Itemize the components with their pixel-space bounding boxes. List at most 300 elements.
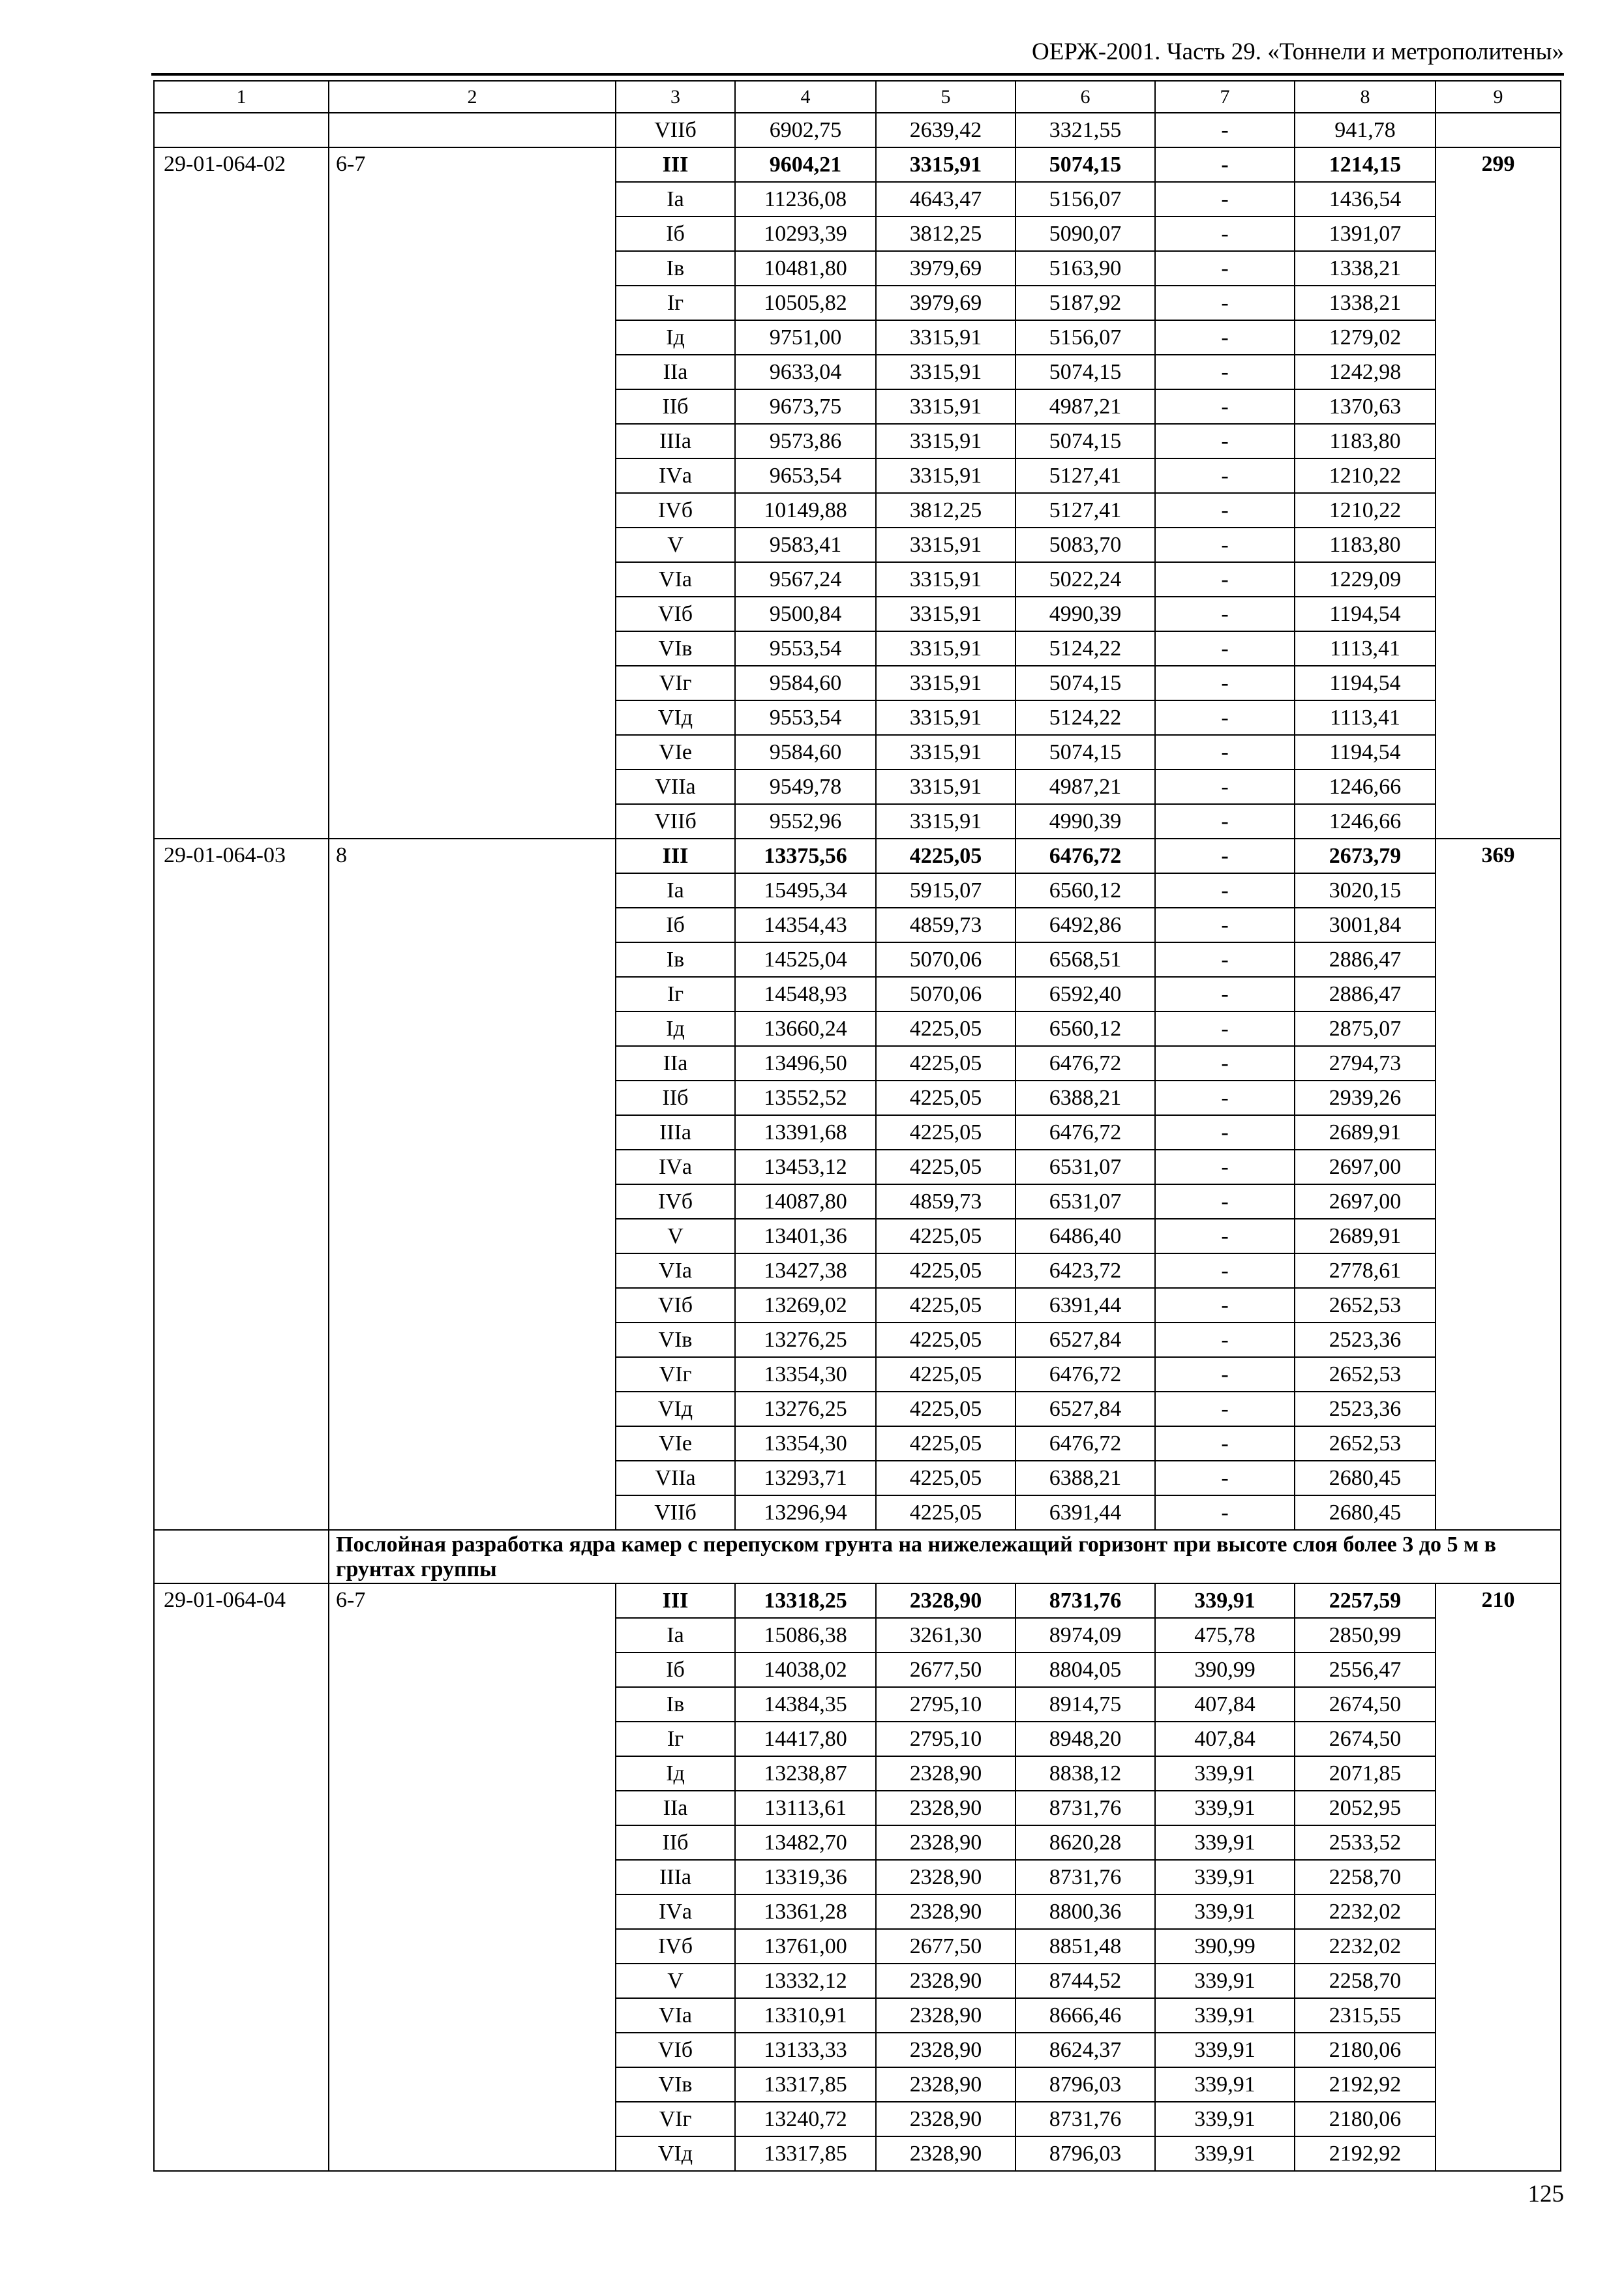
driver-wage-cell: - xyxy=(1155,320,1295,355)
material-cost-cell: 1279,02 xyxy=(1295,320,1436,355)
driver-wage-cell: 339,91 xyxy=(1155,1964,1295,1998)
wage-cost-cell: 4225,05 xyxy=(876,1288,1015,1323)
total-cost-cell: 13317,85 xyxy=(735,2067,876,2102)
material-cost-cell: 941,78 xyxy=(1295,113,1436,147)
machine-cost-cell: 6560,12 xyxy=(1015,1011,1155,1046)
machine-cost-cell: 5124,22 xyxy=(1015,700,1155,735)
machine-cost-cell: 8620,28 xyxy=(1015,1825,1155,1860)
wage-cost-cell: 2328,90 xyxy=(876,1583,1015,1618)
total-cost-cell: 9584,60 xyxy=(735,735,876,770)
driver-wage-cell: - xyxy=(1155,977,1295,1011)
driver-wage-cell: - xyxy=(1155,1357,1295,1392)
column-number: 5 xyxy=(876,81,1015,113)
machine-cost-cell: 6560,12 xyxy=(1015,873,1155,908)
total-cost-cell: 9573,86 xyxy=(735,424,876,458)
column-number: 8 xyxy=(1295,81,1436,113)
total-cost-cell: 9673,75 xyxy=(735,389,876,424)
machine-cost-cell: 3321,55 xyxy=(1015,113,1155,147)
total-cost-cell: 13269,02 xyxy=(735,1288,876,1323)
soil-category-cell: IIа xyxy=(616,1791,735,1825)
wage-cost-cell: 3979,69 xyxy=(876,251,1015,286)
soil-category-cell: Iб xyxy=(616,908,735,942)
driver-wage-cell: - xyxy=(1155,1288,1295,1323)
total-cost-cell: 15086,38 xyxy=(735,1618,876,1653)
total-cost-cell: 9633,04 xyxy=(735,355,876,389)
soil-category-cell: VIа xyxy=(616,1253,735,1288)
soil-category-cell: VIд xyxy=(616,2136,735,2171)
machine-cost-cell: 5127,41 xyxy=(1015,458,1155,493)
soil-category-cell: Iб xyxy=(616,1653,735,1687)
driver-wage-cell: 339,91 xyxy=(1155,1791,1295,1825)
total-cost-cell: 13276,25 xyxy=(735,1323,876,1357)
wage-cost-cell: 4225,05 xyxy=(876,839,1015,873)
total-cost-cell: 10481,80 xyxy=(735,251,876,286)
machine-cost-cell: 6527,84 xyxy=(1015,1392,1155,1426)
material-cost-cell: 2523,36 xyxy=(1295,1323,1436,1357)
material-cost-cell: 1436,54 xyxy=(1295,182,1436,217)
machine-cost-cell: 5022,24 xyxy=(1015,562,1155,597)
driver-wage-cell: - xyxy=(1155,389,1295,424)
soil-category-cell: VIе xyxy=(616,735,735,770)
total-cost-cell: 13332,12 xyxy=(735,1964,876,1998)
driver-wage-cell: - xyxy=(1155,597,1295,631)
wage-cost-cell: 2795,10 xyxy=(876,1687,1015,1722)
total-cost-cell: 6902,75 xyxy=(735,113,876,147)
total-cost-cell: 13391,68 xyxy=(735,1115,876,1150)
driver-wage-cell: - xyxy=(1155,770,1295,804)
material-cost-cell: 1194,54 xyxy=(1295,735,1436,770)
machine-cost-cell: 5127,41 xyxy=(1015,493,1155,528)
material-cost-cell: 2850,99 xyxy=(1295,1618,1436,1653)
soil-category-cell: VIд xyxy=(616,700,735,735)
wage-cost-cell: 4225,05 xyxy=(876,1253,1015,1288)
machine-cost-cell: 8800,36 xyxy=(1015,1894,1155,1929)
column-number: 9 xyxy=(1436,81,1561,113)
section-title: Послойная разработка ядра камер с перепуском грунта на нижележащий горизонт при высоте слоя более 3 до 5 м в грунтах группы xyxy=(329,1530,1561,1583)
total-cost-cell: 9583,41 xyxy=(735,528,876,562)
total-cost-cell: 13238,87 xyxy=(735,1756,876,1791)
column-9-cell: 210 xyxy=(1436,1583,1561,2171)
norm-code-cell xyxy=(154,113,329,147)
wage-cost-cell: 2328,90 xyxy=(876,2067,1015,2102)
total-cost-cell: 10505,82 xyxy=(735,286,876,320)
driver-wage-cell: - xyxy=(1155,424,1295,458)
material-cost-cell: 2778,61 xyxy=(1295,1253,1436,1288)
wage-cost-cell: 2328,90 xyxy=(876,1894,1015,1929)
soil-category-cell: Iг xyxy=(616,977,735,1011)
wage-cost-cell: 3812,25 xyxy=(876,493,1015,528)
soil-category-cell: Iд xyxy=(616,1011,735,1046)
driver-wage-cell: 339,91 xyxy=(1155,2102,1295,2136)
material-cost-cell: 1246,66 xyxy=(1295,804,1436,839)
wage-cost-cell: 2328,90 xyxy=(876,1791,1015,1825)
total-cost-cell: 13354,30 xyxy=(735,1426,876,1461)
total-cost-cell: 15495,34 xyxy=(735,873,876,908)
soil-category-cell: VIIа xyxy=(616,770,735,804)
wage-cost-cell: 4643,47 xyxy=(876,182,1015,217)
soil-category-cell: IIIа xyxy=(616,1860,735,1894)
driver-wage-cell: 339,91 xyxy=(1155,2033,1295,2067)
total-cost-cell: 10293,39 xyxy=(735,217,876,251)
driver-wage-cell: - xyxy=(1155,1115,1295,1150)
driver-wage-cell: - xyxy=(1155,942,1295,977)
column-9-cell xyxy=(1436,113,1561,147)
material-cost-cell: 2680,45 xyxy=(1295,1495,1436,1530)
material-cost-cell: 1210,22 xyxy=(1295,493,1436,528)
wage-cost-cell: 3315,91 xyxy=(876,597,1015,631)
norm-code-cell: 29-01-064-03 xyxy=(154,839,329,1530)
soil-category-cell: IVа xyxy=(616,1150,735,1184)
soil-category-cell: VIг xyxy=(616,1357,735,1392)
soil-category-cell: IIб xyxy=(616,389,735,424)
total-cost-cell: 9553,54 xyxy=(735,631,876,666)
machine-cost-cell: 5163,90 xyxy=(1015,251,1155,286)
parameter-cell: 6-7 xyxy=(329,1583,616,2171)
driver-wage-cell: 339,91 xyxy=(1155,1756,1295,1791)
machine-cost-cell: 6476,72 xyxy=(1015,1115,1155,1150)
machine-cost-cell: 8731,76 xyxy=(1015,1860,1155,1894)
table-row xyxy=(154,113,1561,147)
wage-cost-cell: 4859,73 xyxy=(876,1184,1015,1219)
wage-cost-cell: 4225,05 xyxy=(876,1426,1015,1461)
machine-cost-cell: 8731,76 xyxy=(1015,1583,1155,1618)
wage-cost-cell: 4225,05 xyxy=(876,1495,1015,1530)
wage-cost-cell: 2639,42 xyxy=(876,113,1015,147)
material-cost-cell: 2232,02 xyxy=(1295,1929,1436,1964)
total-cost-cell: 14087,80 xyxy=(735,1184,876,1219)
page-number: 125 xyxy=(1527,2181,1564,2207)
driver-wage-cell: - xyxy=(1155,286,1295,320)
machine-cost-cell: 4990,39 xyxy=(1015,804,1155,839)
machine-cost-cell: 6476,72 xyxy=(1015,1046,1155,1081)
driver-wage-cell: - xyxy=(1155,735,1295,770)
wage-cost-cell: 3315,91 xyxy=(876,528,1015,562)
soil-category-cell: IVб xyxy=(616,1929,735,1964)
material-cost-cell: 1370,63 xyxy=(1295,389,1436,424)
material-cost-cell: 2192,92 xyxy=(1295,2067,1436,2102)
total-cost-cell: 13453,12 xyxy=(735,1150,876,1184)
wage-cost-cell: 3315,91 xyxy=(876,458,1015,493)
total-cost-cell: 13660,24 xyxy=(735,1011,876,1046)
driver-wage-cell: 339,91 xyxy=(1155,1825,1295,1860)
machine-cost-cell: 8838,12 xyxy=(1015,1756,1155,1791)
machine-cost-cell: 5074,15 xyxy=(1015,666,1155,700)
wage-cost-cell: 4225,05 xyxy=(876,1357,1015,1392)
driver-wage-cell: - xyxy=(1155,1150,1295,1184)
material-cost-cell: 2523,36 xyxy=(1295,1392,1436,1426)
soil-category-cell: VIа xyxy=(616,1998,735,2033)
machine-cost-cell: 6476,72 xyxy=(1015,1426,1155,1461)
total-cost-cell: 14525,04 xyxy=(735,942,876,977)
soil-category-cell: V xyxy=(616,1964,735,1998)
wage-cost-cell: 3315,91 xyxy=(876,700,1015,735)
driver-wage-cell: - xyxy=(1155,562,1295,597)
machine-cost-cell: 5090,07 xyxy=(1015,217,1155,251)
wage-cost-cell: 2795,10 xyxy=(876,1722,1015,1756)
norms-table xyxy=(153,80,1561,2172)
machine-cost-cell: 6476,72 xyxy=(1015,1357,1155,1392)
machine-cost-cell: 6486,40 xyxy=(1015,1219,1155,1253)
material-cost-cell: 2680,45 xyxy=(1295,1461,1436,1495)
soil-category-cell: Iа xyxy=(616,873,735,908)
machine-cost-cell: 6423,72 xyxy=(1015,1253,1155,1288)
wage-cost-cell: 2328,90 xyxy=(876,1825,1015,1860)
soil-category-cell: IIIа xyxy=(616,424,735,458)
total-cost-cell: 13319,36 xyxy=(735,1860,876,1894)
material-cost-cell: 3001,84 xyxy=(1295,908,1436,942)
soil-category-cell: V xyxy=(616,1219,735,1253)
material-cost-cell: 2180,06 xyxy=(1295,2102,1436,2136)
total-cost-cell: 9500,84 xyxy=(735,597,876,631)
driver-wage-cell: - xyxy=(1155,1426,1295,1461)
machine-cost-cell: 6388,21 xyxy=(1015,1081,1155,1115)
document-header-title: ОЕРЖ-2001. Часть 29. «Тоннели и метрополитены» xyxy=(1032,38,1564,65)
material-cost-cell: 2232,02 xyxy=(1295,1894,1436,1929)
material-cost-cell: 1338,21 xyxy=(1295,251,1436,286)
wage-cost-cell: 4225,05 xyxy=(876,1115,1015,1150)
driver-wage-cell: 339,91 xyxy=(1155,1583,1295,1618)
wage-cost-cell: 3315,91 xyxy=(876,389,1015,424)
machine-cost-cell: 4987,21 xyxy=(1015,389,1155,424)
material-cost-cell: 2674,50 xyxy=(1295,1722,1436,1756)
total-cost-cell: 10149,88 xyxy=(735,493,876,528)
total-cost-cell: 13361,28 xyxy=(735,1894,876,1929)
machine-cost-cell: 5074,15 xyxy=(1015,424,1155,458)
wage-cost-cell: 3315,91 xyxy=(876,735,1015,770)
material-cost-cell: 2689,91 xyxy=(1295,1219,1436,1253)
driver-wage-cell: - xyxy=(1155,1184,1295,1219)
machine-cost-cell: 4987,21 xyxy=(1015,770,1155,804)
machine-cost-cell: 5124,22 xyxy=(1015,631,1155,666)
driver-wage-cell: - xyxy=(1155,908,1295,942)
material-cost-cell: 2533,52 xyxy=(1295,1825,1436,1860)
driver-wage-cell: - xyxy=(1155,839,1295,873)
material-cost-cell: 1183,80 xyxy=(1295,528,1436,562)
table-row xyxy=(154,839,1561,873)
soil-category-cell: Iв xyxy=(616,1687,735,1722)
soil-category-cell: IIа xyxy=(616,355,735,389)
wage-cost-cell: 3315,91 xyxy=(876,631,1015,666)
material-cost-cell: 2652,53 xyxy=(1295,1426,1436,1461)
wage-cost-cell: 4225,05 xyxy=(876,1150,1015,1184)
total-cost-cell: 14354,43 xyxy=(735,908,876,942)
driver-wage-cell: 339,91 xyxy=(1155,1860,1295,1894)
wage-cost-cell: 4225,05 xyxy=(876,1323,1015,1357)
driver-wage-cell: - xyxy=(1155,147,1295,182)
material-cost-cell: 2257,59 xyxy=(1295,1583,1436,1618)
column-9-cell: 299 xyxy=(1436,147,1561,839)
total-cost-cell: 14384,35 xyxy=(735,1687,876,1722)
soil-category-cell: VIIа xyxy=(616,1461,735,1495)
wage-cost-cell: 2328,90 xyxy=(876,1756,1015,1791)
total-cost-cell: 9549,78 xyxy=(735,770,876,804)
wage-cost-cell: 3315,91 xyxy=(876,562,1015,597)
wage-cost-cell: 4859,73 xyxy=(876,908,1015,942)
column-number: 3 xyxy=(616,81,735,113)
machine-cost-cell: 8666,46 xyxy=(1015,1998,1155,2033)
soil-category-cell: VIб xyxy=(616,597,735,631)
total-cost-cell: 13113,61 xyxy=(735,1791,876,1825)
column-number: 6 xyxy=(1015,81,1155,113)
driver-wage-cell: - xyxy=(1155,1392,1295,1426)
material-cost-cell: 1113,41 xyxy=(1295,631,1436,666)
soil-category-cell: IVа xyxy=(616,458,735,493)
driver-wage-cell: - xyxy=(1155,251,1295,286)
wage-cost-cell: 2328,90 xyxy=(876,2136,1015,2171)
driver-wage-cell: - xyxy=(1155,873,1295,908)
driver-wage-cell: - xyxy=(1155,1011,1295,1046)
soil-category-cell: Iд xyxy=(616,320,735,355)
total-cost-cell: 9552,96 xyxy=(735,804,876,839)
norm-code-cell: 29-01-064-04 xyxy=(154,1583,329,2171)
table-body xyxy=(154,113,1561,2171)
machine-cost-cell: 8804,05 xyxy=(1015,1653,1155,1687)
driver-wage-cell: 407,84 xyxy=(1155,1687,1295,1722)
driver-wage-cell: - xyxy=(1155,1323,1295,1357)
material-cost-cell: 1210,22 xyxy=(1295,458,1436,493)
machine-cost-cell: 5074,15 xyxy=(1015,735,1155,770)
total-cost-cell: 9553,54 xyxy=(735,700,876,735)
total-cost-cell: 13293,71 xyxy=(735,1461,876,1495)
soil-category-cell: Iа xyxy=(616,182,735,217)
machine-cost-cell: 5074,15 xyxy=(1015,147,1155,182)
total-cost-cell: 13276,25 xyxy=(735,1392,876,1426)
table-row xyxy=(154,1583,1561,1618)
material-cost-cell: 1194,54 xyxy=(1295,597,1436,631)
machine-cost-cell: 6531,07 xyxy=(1015,1150,1155,1184)
wage-cost-cell: 2328,90 xyxy=(876,2102,1015,2136)
soil-category-cell: VIб xyxy=(616,1288,735,1323)
wage-cost-cell: 3261,30 xyxy=(876,1618,1015,1653)
driver-wage-cell: - xyxy=(1155,113,1295,147)
soil-category-cell: Iд xyxy=(616,1756,735,1791)
material-cost-cell: 1214,15 xyxy=(1295,147,1436,182)
driver-wage-cell: 390,99 xyxy=(1155,1653,1295,1687)
material-cost-cell: 2258,70 xyxy=(1295,1964,1436,1998)
header-rule xyxy=(151,73,1564,76)
soil-category-cell: VIг xyxy=(616,2102,735,2136)
driver-wage-cell: - xyxy=(1155,1081,1295,1115)
machine-cost-cell: 8796,03 xyxy=(1015,2136,1155,2171)
machine-cost-cell: 6527,84 xyxy=(1015,1323,1155,1357)
machine-cost-cell: 4990,39 xyxy=(1015,597,1155,631)
material-cost-cell: 2697,00 xyxy=(1295,1150,1436,1184)
soil-category-cell: VIIб xyxy=(616,804,735,839)
driver-wage-cell: - xyxy=(1155,528,1295,562)
wage-cost-cell: 3315,91 xyxy=(876,804,1015,839)
material-cost-cell: 2258,70 xyxy=(1295,1860,1436,1894)
material-cost-cell: 2652,53 xyxy=(1295,1357,1436,1392)
machine-cost-cell: 8796,03 xyxy=(1015,2067,1155,2102)
material-cost-cell: 2071,85 xyxy=(1295,1756,1436,1791)
wage-cost-cell: 2328,90 xyxy=(876,1860,1015,1894)
column-number: 4 xyxy=(735,81,876,113)
driver-wage-cell: 339,91 xyxy=(1155,1894,1295,1929)
wage-cost-cell: 2328,90 xyxy=(876,2033,1015,2067)
wage-cost-cell: 4225,05 xyxy=(876,1461,1015,1495)
machine-cost-cell: 5187,92 xyxy=(1015,286,1155,320)
driver-wage-cell: - xyxy=(1155,493,1295,528)
machine-cost-cell: 8974,09 xyxy=(1015,1618,1155,1653)
soil-category-cell: VIIб xyxy=(616,113,735,147)
material-cost-cell: 1391,07 xyxy=(1295,217,1436,251)
material-cost-cell: 2689,91 xyxy=(1295,1115,1436,1150)
wage-cost-cell: 2677,50 xyxy=(876,1653,1015,1687)
material-cost-cell: 2673,79 xyxy=(1295,839,1436,873)
driver-wage-cell: 407,84 xyxy=(1155,1722,1295,1756)
soil-category-cell: Iб xyxy=(616,217,735,251)
column-number: 1 xyxy=(154,81,329,113)
soil-category-cell: VIв xyxy=(616,2067,735,2102)
wage-cost-cell: 2328,90 xyxy=(876,1964,1015,1998)
column-number-row xyxy=(154,81,1561,113)
total-cost-cell: 13761,00 xyxy=(735,1929,876,1964)
material-cost-cell: 2180,06 xyxy=(1295,2033,1436,2067)
material-cost-cell: 2794,73 xyxy=(1295,1046,1436,1081)
total-cost-cell: 13310,91 xyxy=(735,1998,876,2033)
machine-cost-cell: 6391,44 xyxy=(1015,1288,1155,1323)
total-cost-cell: 11236,08 xyxy=(735,182,876,217)
machine-cost-cell: 6492,86 xyxy=(1015,908,1155,942)
soil-category-cell: III xyxy=(616,839,735,873)
material-cost-cell: 2886,47 xyxy=(1295,942,1436,977)
driver-wage-cell: 339,91 xyxy=(1155,2136,1295,2171)
machine-cost-cell: 8914,75 xyxy=(1015,1687,1155,1722)
soil-category-cell: III xyxy=(616,1583,735,1618)
material-cost-cell: 2192,92 xyxy=(1295,2136,1436,2171)
wage-cost-cell: 3315,91 xyxy=(876,424,1015,458)
soil-category-cell: Iв xyxy=(616,251,735,286)
soil-category-cell: VIд xyxy=(616,1392,735,1426)
machine-cost-cell: 5083,70 xyxy=(1015,528,1155,562)
wage-cost-cell: 4225,05 xyxy=(876,1392,1015,1426)
material-cost-cell: 2939,26 xyxy=(1295,1081,1436,1115)
machine-cost-cell: 8851,48 xyxy=(1015,1929,1155,1964)
material-cost-cell: 1113,41 xyxy=(1295,700,1436,735)
machine-cost-cell: 6592,40 xyxy=(1015,977,1155,1011)
wage-cost-cell: 4225,05 xyxy=(876,1081,1015,1115)
section-empty-cell xyxy=(154,1530,329,1583)
wage-cost-cell: 3315,91 xyxy=(876,355,1015,389)
total-cost-cell: 13401,36 xyxy=(735,1219,876,1253)
parameter-cell: 6-7 xyxy=(329,147,616,839)
soil-category-cell: Iг xyxy=(616,1722,735,1756)
soil-category-cell: VIIб xyxy=(616,1495,735,1530)
total-cost-cell: 9653,54 xyxy=(735,458,876,493)
total-cost-cell: 9584,60 xyxy=(735,666,876,700)
total-cost-cell: 13318,25 xyxy=(735,1583,876,1618)
machine-cost-cell: 8731,76 xyxy=(1015,1791,1155,1825)
soil-category-cell: VIб xyxy=(616,2033,735,2067)
soil-category-cell: III xyxy=(616,147,735,182)
driver-wage-cell: - xyxy=(1155,1219,1295,1253)
soil-category-cell: VIе xyxy=(616,1426,735,1461)
wage-cost-cell: 2677,50 xyxy=(876,1929,1015,1964)
total-cost-cell: 14038,02 xyxy=(735,1653,876,1687)
machine-cost-cell: 6388,21 xyxy=(1015,1461,1155,1495)
driver-wage-cell: - xyxy=(1155,1461,1295,1495)
soil-category-cell: Iг xyxy=(616,286,735,320)
material-cost-cell: 3020,15 xyxy=(1295,873,1436,908)
driver-wage-cell: - xyxy=(1155,355,1295,389)
material-cost-cell: 2886,47 xyxy=(1295,977,1436,1011)
material-cost-cell: 1194,54 xyxy=(1295,666,1436,700)
soil-category-cell: VIа xyxy=(616,562,735,597)
wage-cost-cell: 3979,69 xyxy=(876,286,1015,320)
driver-wage-cell: - xyxy=(1155,1495,1295,1530)
total-cost-cell: 14417,80 xyxy=(735,1722,876,1756)
column-number: 2 xyxy=(329,81,616,113)
